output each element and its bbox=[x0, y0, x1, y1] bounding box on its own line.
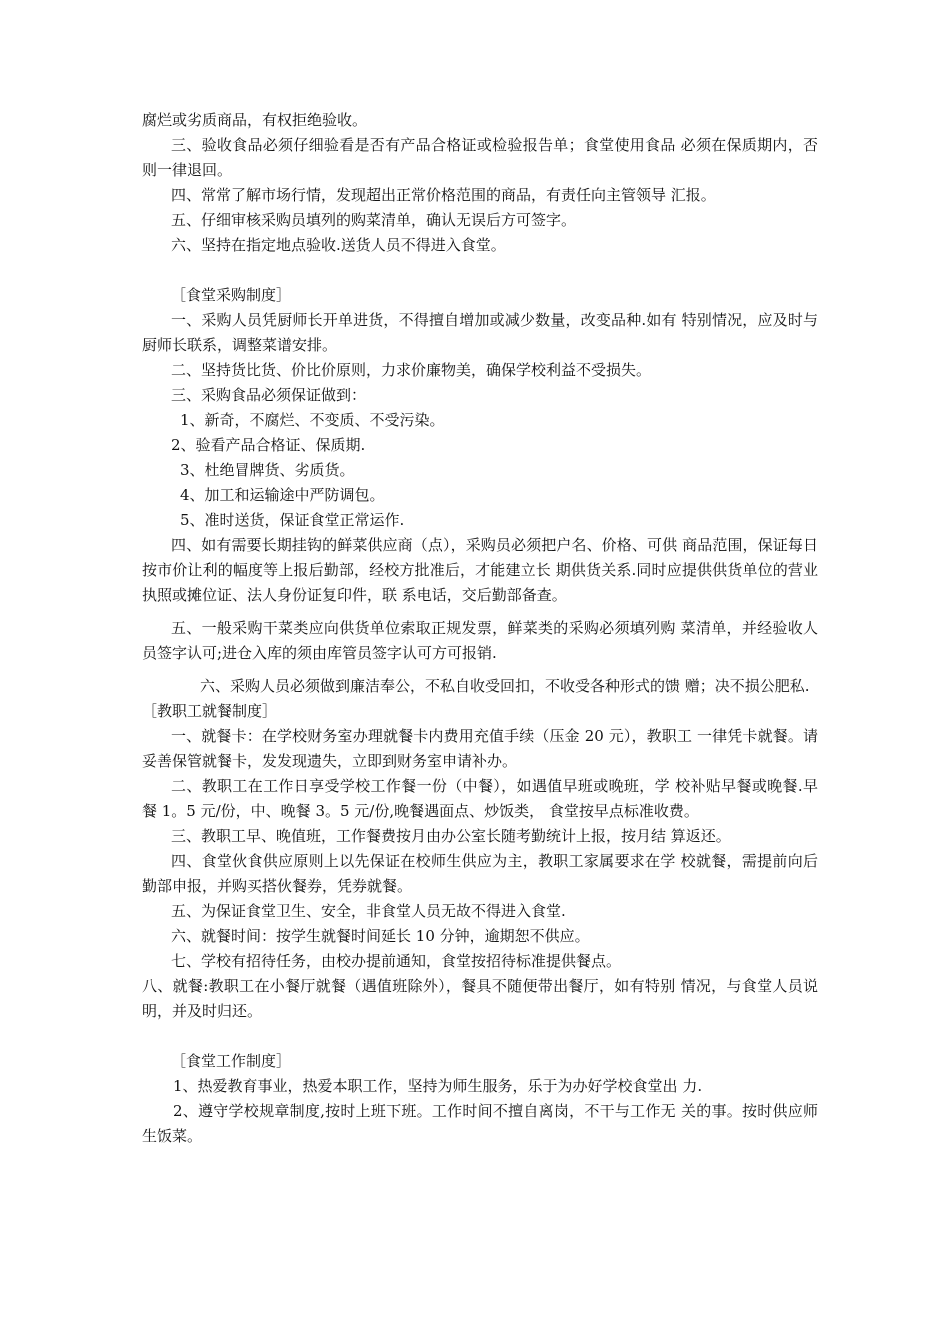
paragraph: 二、坚持货比货、价比价原则，力求价廉物美，确保学校利益不受损失。 bbox=[171, 361, 652, 379]
section-heading: ［食堂工作制度］ bbox=[171, 1052, 292, 1070]
list-item: 5、准时送货，保证食堂正常运作. bbox=[180, 511, 405, 529]
paragraph: 六、就餐时间：按学生就餐时间延长 10 分钟，逾期恕不供应。 bbox=[171, 927, 590, 945]
paragraph: 1、热爱教育事业，热爱本职工作，坚持为师生服务，乐于为办好学校食堂出 力. bbox=[173, 1077, 703, 1095]
list-item: 4、加工和运输途中严防调包。 bbox=[180, 486, 385, 504]
paragraph: 四、常常了解市场行情，发现超出正常价格范围的商品，有责任向主管领导 汇报。 bbox=[171, 186, 716, 204]
paragraph: 六、采购人员必须做到廉洁奉公，不私自收受回扣，不收受各种形式的馈 赠；决不损公肥私. bbox=[200, 677, 810, 695]
paragraph: 八、就餐:教职工在小餐厅就餐（遇值班除外），餐具不随便带出餐厅，如有特别 情况，与食堂人员说明，并及时归还。 bbox=[142, 977, 818, 1020]
paragraph: 四、如有需要长期挂钩的鲜菜供应商（点），采购员必须把户名、价格、可供 商品范围，保证每日按市价让利的幅度等上报后勤部，经校方批准后，才能建立长 期供货关系.同时应提供供货单位的营业执照或摊位证、法人身份证复印件，联 系电话，交后勤部备查。 bbox=[142, 536, 818, 604]
paragraph: 腐烂或劣质商品，有权拒绝验收。 bbox=[142, 111, 368, 129]
paragraph: 2、遵守学校规章制度,按时上班下班。工作时间不擅自离岗，不干与工作无 关的事。按时供应师生饭菜。 bbox=[142, 1102, 818, 1145]
document-page bbox=[142, 108, 818, 1149]
section-heading: ［食堂采购制度］ bbox=[171, 286, 292, 304]
paragraph: 七、学校有招待任务，由校办提前通知，食堂按招待标准提供餐点。 bbox=[171, 952, 622, 970]
list-item: 3、杜绝冒牌货、劣质货。 bbox=[180, 461, 355, 479]
paragraph: 六、坚持在指定地点验收.送货人员不得进入食堂。 bbox=[171, 236, 506, 254]
paragraph: 一、采购人员凭厨师长开单进货，不得擅自增加或减少数量，改变品种.如有 特别情况，应及时与厨师长联系，调整菜谱安排。 bbox=[142, 311, 818, 354]
paragraph: 五、一般采购干菜类应向供货单位索取正规发票，鲜菜类的采购必须填列购 菜清单，并经验收人员签字认可;进仓入库的须由库管员签字认可方可报销. bbox=[142, 619, 818, 662]
paragraph: 五、为保证食堂卫生、安全，非食堂人员无故不得进入食堂. bbox=[171, 902, 566, 920]
section-heading: ［教职工就餐制度］ bbox=[142, 702, 278, 720]
list-item: 2、验看产品合格证、保质期. bbox=[171, 436, 366, 454]
paragraph: 二、教职工在工作日享受学校工作餐一份（中餐），如遇值早班或晚班，学 校补贴早餐或晚餐.早餐 1。5 元/份，中、晚餐 3。5 元/份,晚餐遇面点、炒饭类， 食堂按早点标准收费。 bbox=[142, 777, 818, 820]
paragraph: 五、仔细审核采购员填列的购菜清单，确认无误后方可签字。 bbox=[171, 211, 577, 229]
paragraph: 三、验收食品必须仔细验看是否有产品合格证或检验报告单；食堂使用食品 必须在保质期内，否则一律退回。 bbox=[142, 136, 818, 179]
paragraph: 一、就餐卡：在学校财务室办理就餐卡内费用充值手续（压金 20 元），教职工 一律凭卡就餐。请妥善保管就餐卡，发发现遗失，立即到财务室申请补办。 bbox=[142, 727, 818, 770]
paragraph: 三、教职工早、晚值班，工作餐费按月由办公室长随考勤统计上报，按月结 算返还。 bbox=[171, 827, 731, 845]
paragraph: 四、食堂伙食供应原则上以先保证在校师生供应为主，教职工家属要求在学 校就餐，需提前向后勤部申报，并购买搭伙餐券，凭券就餐。 bbox=[142, 852, 818, 895]
list-item: 1、新奇，不腐烂、不变质、不受污染。 bbox=[180, 411, 445, 429]
paragraph: 三、采购食品必须保证做到： bbox=[171, 386, 367, 404]
